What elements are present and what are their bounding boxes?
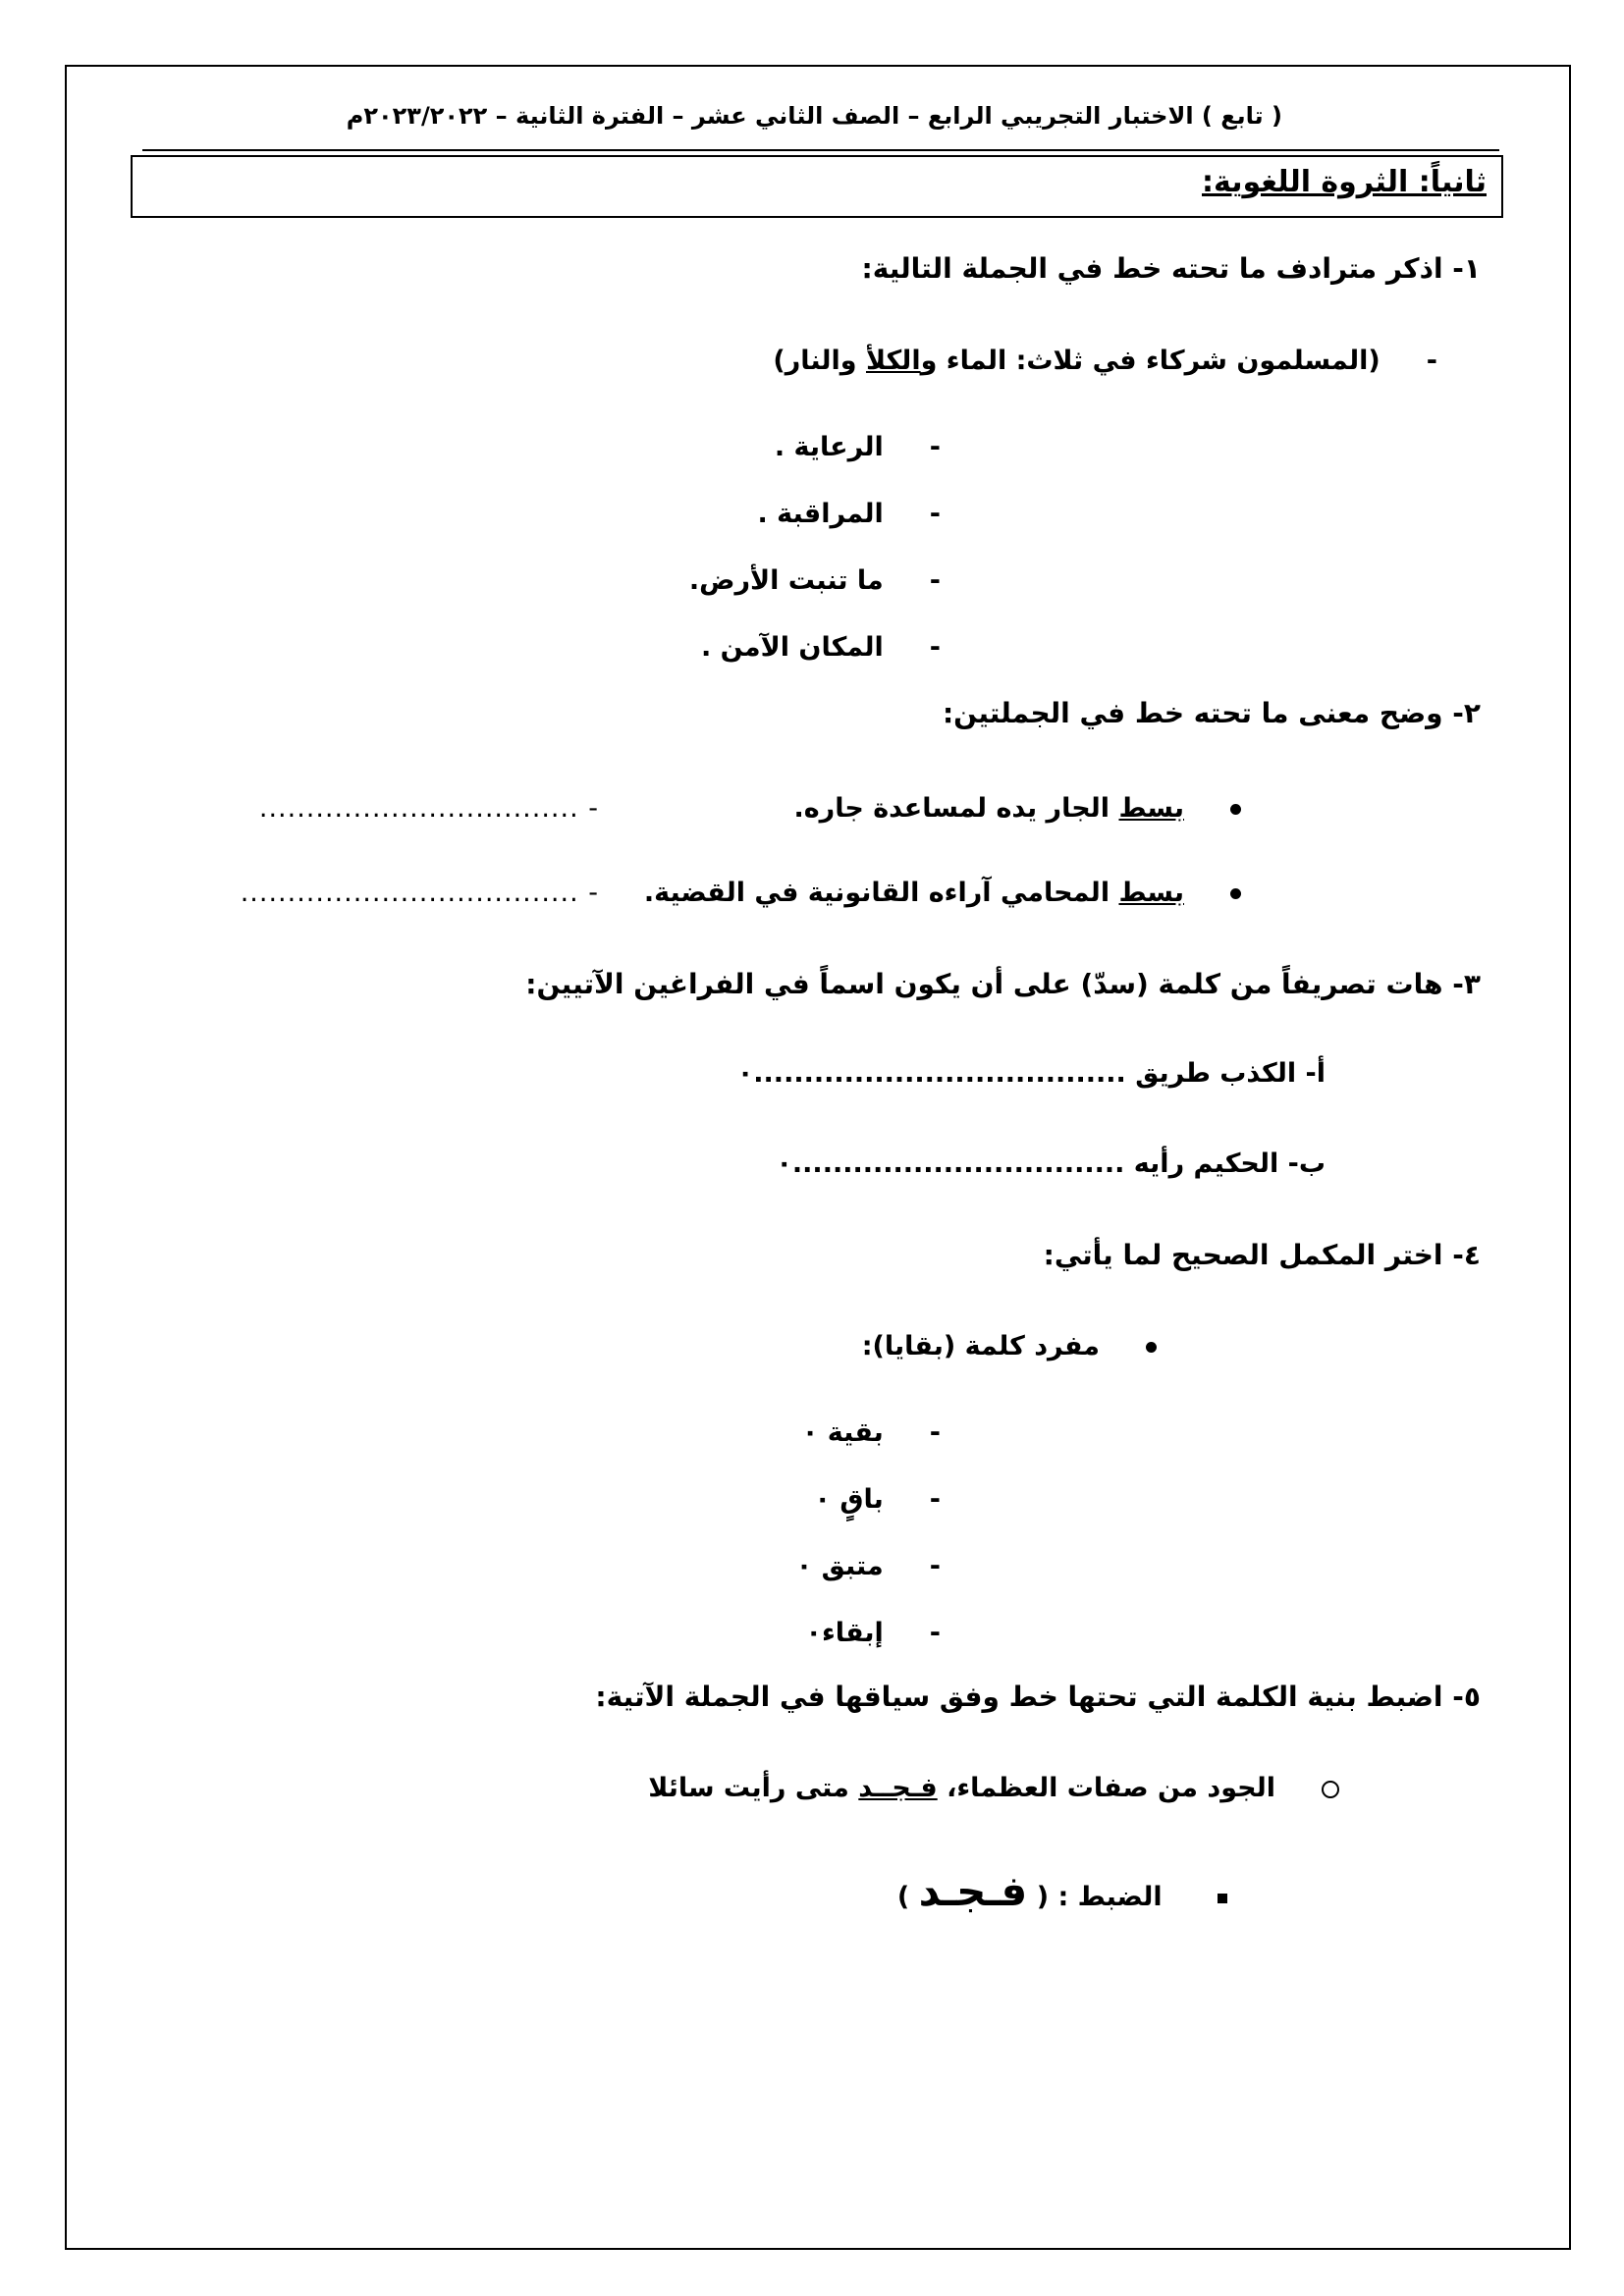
q5-answer[interactable]: الضبط : ( فـجـد ) — [897, 1867, 1227, 1915]
q1-sentence: - (المسلمون شركاء في ثلاث: الماء والكلأ والنار) — [773, 346, 1437, 376]
q5-title: ٥- اضبط بنية الكلمة التي تحتها خط وفق سياقها في الجملة الآتية: — [595, 1681, 1481, 1713]
circle-bullet-icon — [1322, 1781, 1339, 1798]
header-divider — [142, 149, 1499, 151]
q1-title: ١- اذكر مترادف ما تحته خط في الجملة التالية: — [861, 252, 1481, 285]
q4-prompt: مفرد كلمة (بقايا): — [862, 1331, 1157, 1362]
q1-option[interactable]: - ما تنبت الأرض. — [688, 565, 941, 596]
square-bullet-icon — [1218, 1894, 1227, 1903]
underlined-word: فـجــد — [858, 1773, 938, 1803]
q2-answer-2[interactable]: - .................................... — [240, 878, 599, 908]
section-title: ثانياً: الثروة اللغوية: — [1202, 165, 1487, 199]
q3-item-a[interactable]: أ- الكذب طريق .....................................٠ — [736, 1058, 1326, 1089]
q3-item-b[interactable]: ب- الحكيم رأيه .................................٠ — [776, 1148, 1326, 1179]
q4-option[interactable]: - باقٍ ٠ — [814, 1484, 941, 1515]
bullet-icon — [1230, 804, 1241, 815]
q2-title: ٢- وضح معنى ما تحته خط في الجملتين: — [942, 697, 1481, 729]
underlined-word: الكلأ — [865, 346, 921, 376]
exam-header: ( تابع ) الاختبار التجريبي الرابع – الصف الثاني عشر – الفترة الثانية – ٢٠٢٣/٢٠٢٢م — [346, 102, 1282, 130]
q1-option[interactable]: - المراقبة . — [757, 499, 941, 529]
q2-sentence-1: بسط الجار يده لمساعدة جاره. — [793, 793, 1241, 824]
q4-option[interactable]: - بقية ٠ — [801, 1417, 941, 1448]
bullet-icon — [1146, 1342, 1157, 1353]
q2-sentence-2: بسط المحامي آراءه القانونية في القضية. — [644, 878, 1241, 908]
answer-word: فـجـد — [918, 1867, 1028, 1915]
q4-option[interactable]: - إبقاء٠ — [805, 1618, 941, 1648]
dash-icon: - — [1426, 346, 1437, 376]
q4-option[interactable]: - متبق ٠ — [795, 1551, 941, 1581]
q5-sentence: الجود من صفات العظماء، فـجــد متى رأيت سائلا — [648, 1773, 1339, 1803]
bullet-icon — [1230, 888, 1241, 899]
q2-answer-1[interactable]: - .................................. — [258, 793, 599, 824]
q1-option[interactable]: - المكان الآمن . — [700, 632, 941, 663]
q3-title: ٣- هات تصريفاً من كلمة (سدّ) على أن يكون اسماً في الفراغين الآتيين: — [525, 968, 1481, 1000]
q1-option[interactable]: - الرعاية . — [774, 432, 941, 462]
q4-title: ٤- اختر المكمل الصحيح لما يأتي: — [1043, 1239, 1481, 1271]
